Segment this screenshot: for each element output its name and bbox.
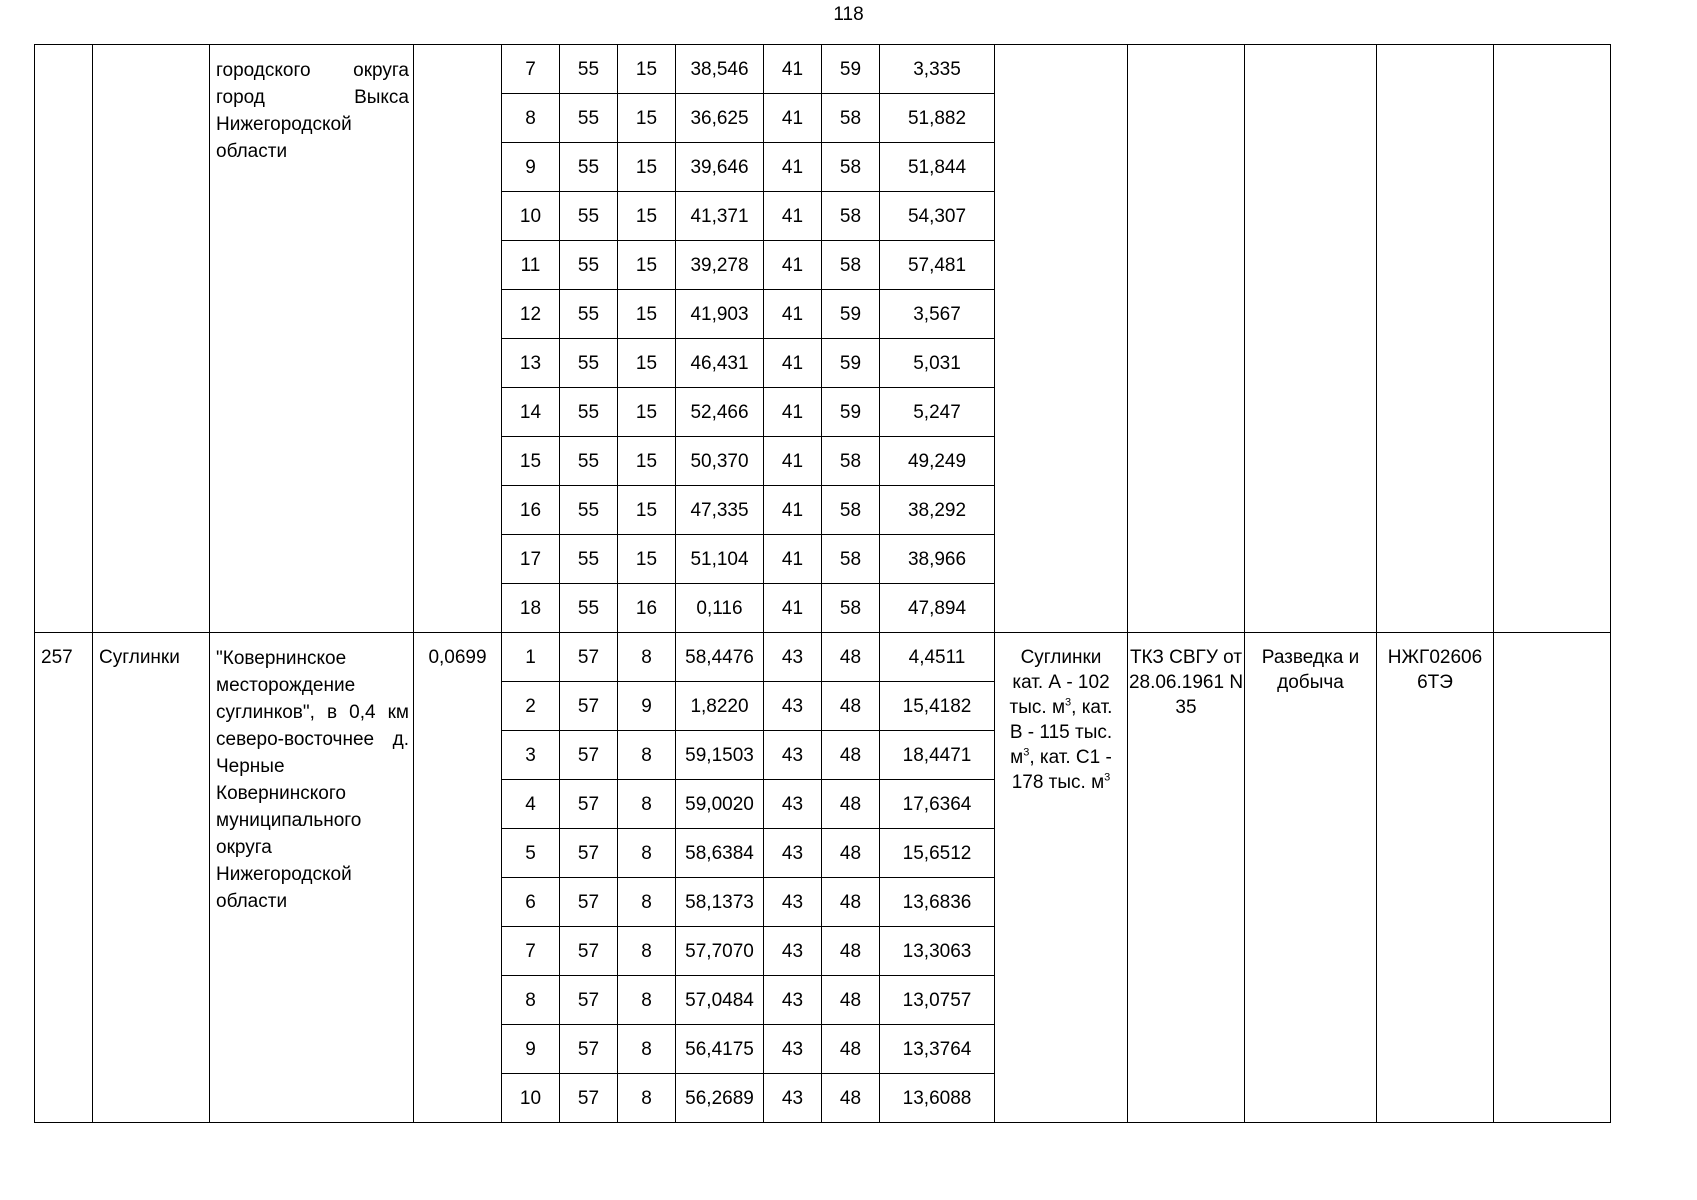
cell-lat-sec: 57,0484 [676, 976, 764, 1025]
cell-point-number: 6 [502, 878, 560, 927]
reserves-text: тыс. м [1009, 697, 1066, 718]
cell-lon-deg: 43 [764, 829, 822, 878]
cell-lon-min: 59 [822, 290, 880, 339]
cell-lon-deg: 43 [764, 633, 822, 682]
cell-lon-sec: 51,844 [880, 143, 995, 192]
cell-lat-min: 8 [618, 976, 676, 1025]
cell-lon-sec: 38,292 [880, 486, 995, 535]
cell-lat-min: 8 [618, 927, 676, 976]
cell-lat-min: 8 [618, 731, 676, 780]
cell-lat-sec: 46,431 [676, 339, 764, 388]
cell-lon-sec: 51,882 [880, 94, 995, 143]
cell-lat-deg: 57 [560, 780, 618, 829]
cell-lat-sec: 0,116 [676, 584, 764, 633]
cell-point-number: 1 [502, 633, 560, 682]
cell-point-number: 8 [502, 94, 560, 143]
cell-approval [1128, 45, 1245, 633]
cell-point-number: 10 [502, 192, 560, 241]
cell-lat-deg: 55 [560, 241, 618, 290]
cell-lon-min: 48 [822, 1074, 880, 1123]
cell-lon-deg: 41 [764, 339, 822, 388]
cell-lat-sec: 59,0020 [676, 780, 764, 829]
cell-lat-sec: 56,4175 [676, 1025, 764, 1074]
cell-point-number: 17 [502, 535, 560, 584]
cell-point-number: 9 [502, 143, 560, 192]
cell-point-number: 12 [502, 290, 560, 339]
cell-lat-sec: 58,6384 [676, 829, 764, 878]
cell-lat-deg: 55 [560, 290, 618, 339]
cell-lat-deg: 55 [560, 45, 618, 94]
cell-lat-deg: 57 [560, 927, 618, 976]
cell-reserves [995, 45, 1128, 633]
cell-lon-deg: 41 [764, 388, 822, 437]
cell-lat-sec: 56,2689 [676, 1074, 764, 1123]
cell-lon-min: 58 [822, 437, 880, 486]
cell-lat-sec: 39,278 [676, 241, 764, 290]
cell-lon-sec: 49,249 [880, 437, 995, 486]
cell-lon-min: 48 [822, 976, 880, 1025]
cell-lat-deg: 57 [560, 682, 618, 731]
cell-lon-min: 58 [822, 535, 880, 584]
cell-lon-deg: 41 [764, 290, 822, 339]
cell-lat-sec: 58,1373 [676, 878, 764, 927]
cell-reserves [995, 633, 1128, 1123]
cell-lat-min: 9 [618, 682, 676, 731]
cell-lat-deg: 57 [560, 829, 618, 878]
cell-lon-deg: 41 [764, 45, 822, 94]
cell-lat-sec: 58,4476 [676, 633, 764, 682]
cell-lon-min: 48 [822, 829, 880, 878]
cell-lon-deg: 43 [764, 1025, 822, 1074]
cell-lat-deg: 55 [560, 584, 618, 633]
cell-point-number: 15 [502, 437, 560, 486]
cell-lat-deg: 57 [560, 1025, 618, 1074]
cell-lat-sec: 57,7070 [676, 927, 764, 976]
superscript: 3 [1023, 746, 1030, 759]
cell-lat-sec: 39,646 [676, 143, 764, 192]
cell-number [35, 45, 93, 633]
cell-lon-deg: 41 [764, 535, 822, 584]
reserves-text: 178 тыс. м [1011, 772, 1105, 793]
superscript: 3 [1104, 771, 1111, 784]
cell-lat-min: 8 [618, 829, 676, 878]
cell-number: 257 [35, 633, 93, 1123]
cell-lat-min: 8 [618, 878, 676, 927]
table-row [35, 633, 1611, 682]
cell-lon-min: 48 [822, 780, 880, 829]
cell-lon-sec: 54,307 [880, 192, 995, 241]
cell-lat-deg: 55 [560, 535, 618, 584]
cell-area [414, 45, 502, 633]
cell-lon-sec: 5,031 [880, 339, 995, 388]
cell-mineral: Суглинки [93, 633, 210, 1123]
cell-lat-min: 15 [618, 339, 676, 388]
cell-notes [1494, 633, 1611, 1123]
reserves-text: , кат. С1 - [1029, 747, 1112, 768]
cell-lon-sec: 13,0757 [880, 976, 995, 1025]
cell-lon-min: 48 [822, 927, 880, 976]
cell-point-number: 16 [502, 486, 560, 535]
cell-lon-sec: 15,6512 [880, 829, 995, 878]
cell-lat-deg: 55 [560, 486, 618, 535]
cell-lon-min: 59 [822, 339, 880, 388]
cell-lon-min: 58 [822, 94, 880, 143]
cell-lon-min: 48 [822, 878, 880, 927]
cell-lat-deg: 55 [560, 339, 618, 388]
cell-lon-min: 58 [822, 486, 880, 535]
cell-lat-deg: 57 [560, 633, 618, 682]
cell-lat-sec: 38,546 [676, 45, 764, 94]
cell-lon-deg: 41 [764, 584, 822, 633]
reserves-line [995, 720, 1127, 745]
cell-lat-min: 8 [618, 633, 676, 682]
cell-lon-sec: 3,335 [880, 45, 995, 94]
cell-lon-deg: 43 [764, 780, 822, 829]
cell-point-number: 18 [502, 584, 560, 633]
cell-description: "Ковернинское месторождение суглинков", в 0,4 км северо-восточнее д. Черные Ковернинского муниципального округа Нижегородской области [210, 633, 414, 1123]
cell-lon-deg: 43 [764, 878, 822, 927]
cell-lon-deg: 41 [764, 437, 822, 486]
reserves-text: , кат. [1071, 697, 1113, 718]
cell-lon-deg: 41 [764, 94, 822, 143]
cell-point-number: 5 [502, 829, 560, 878]
cell-lat-sec: 59,1503 [676, 731, 764, 780]
cell-lat-min: 15 [618, 241, 676, 290]
cell-point-number: 11 [502, 241, 560, 290]
cell-description: городского округа город Выкса Нижегородской области [210, 45, 414, 633]
cell-lon-deg: 43 [764, 682, 822, 731]
cell-lon-min: 48 [822, 731, 880, 780]
cell-lon-min: 58 [822, 241, 880, 290]
reserves-text: м [1010, 747, 1024, 768]
cell-lat-min: 8 [618, 1074, 676, 1123]
cell-lon-deg: 43 [764, 976, 822, 1025]
cell-lon-sec: 5,247 [880, 388, 995, 437]
cell-use-type: Разведка и добыча [1245, 633, 1377, 1123]
cell-lon-sec: 13,3764 [880, 1025, 995, 1074]
cell-lat-min: 8 [618, 1025, 676, 1074]
cell-lat-min: 15 [618, 388, 676, 437]
cell-lat-deg: 57 [560, 976, 618, 1025]
cell-lon-min: 58 [822, 584, 880, 633]
cell-lon-min: 59 [822, 388, 880, 437]
cell-lat-sec: 51,104 [676, 535, 764, 584]
cell-lon-deg: 41 [764, 192, 822, 241]
cell-mineral [93, 45, 210, 633]
cell-lon-sec: 18,4471 [880, 731, 995, 780]
table-row [35, 45, 1611, 94]
cell-point-number: 14 [502, 388, 560, 437]
cell-lat-min: 15 [618, 192, 676, 241]
cell-lat-sec: 47,335 [676, 486, 764, 535]
cell-lon-sec: 4,4511 [880, 633, 995, 682]
cell-point-number: 8 [502, 976, 560, 1025]
cell-approval: ТКЗ СВГУ от 28.06.1961 N 35 [1128, 633, 1245, 1123]
cell-area: 0,0699 [414, 633, 502, 1123]
cell-lat-sec: 41,903 [676, 290, 764, 339]
cell-lat-min: 15 [618, 290, 676, 339]
cell-lat-min: 15 [618, 437, 676, 486]
cell-lon-sec: 17,6364 [880, 780, 995, 829]
cell-lon-min: 58 [822, 192, 880, 241]
cell-notes [1494, 45, 1611, 633]
cell-lon-deg: 43 [764, 731, 822, 780]
cell-point-number: 3 [502, 731, 560, 780]
cell-lon-sec: 3,567 [880, 290, 995, 339]
cell-lat-deg: 57 [560, 1074, 618, 1123]
cell-lat-min: 16 [618, 584, 676, 633]
superscript: 3 [1065, 696, 1072, 709]
cell-lat-min: 15 [618, 45, 676, 94]
reserves-line [995, 745, 1127, 770]
cell-lon-sec: 38,966 [880, 535, 995, 584]
cell-point-number: 7 [502, 927, 560, 976]
reserves-line [995, 770, 1127, 795]
cell-license [1377, 45, 1494, 633]
cell-lon-min: 48 [822, 682, 880, 731]
cell-lon-deg: 43 [764, 927, 822, 976]
cell-lat-deg: 55 [560, 437, 618, 486]
cell-lon-sec: 13,6836 [880, 878, 995, 927]
cell-lat-min: 15 [618, 535, 676, 584]
cell-lat-deg: 57 [560, 878, 618, 927]
cell-lon-deg: 41 [764, 486, 822, 535]
reserves-text: В - 115 тыс. [1009, 722, 1113, 743]
cell-point-number: 13 [502, 339, 560, 388]
cell-lat-min: 15 [618, 143, 676, 192]
cell-lon-min: 59 [822, 45, 880, 94]
cell-lat-deg: 55 [560, 192, 618, 241]
cell-lat-deg: 55 [560, 94, 618, 143]
cell-point-number: 4 [502, 780, 560, 829]
cell-point-number: 7 [502, 45, 560, 94]
page-number: 118 [833, 4, 864, 25]
cell-lon-min: 48 [822, 633, 880, 682]
cell-point-number: 9 [502, 1025, 560, 1074]
cell-lon-deg: 41 [764, 241, 822, 290]
coordinates-table [34, 44, 1611, 1123]
cell-point-number: 10 [502, 1074, 560, 1123]
cell-lat-sec: 52,466 [676, 388, 764, 437]
cell-lon-sec: 57,481 [880, 241, 995, 290]
cell-lat-sec: 41,371 [676, 192, 764, 241]
cell-lat-deg: 55 [560, 388, 618, 437]
cell-lat-deg: 55 [560, 143, 618, 192]
cell-use-type [1245, 45, 1377, 633]
reserves-line [995, 670, 1127, 695]
cell-point-number: 2 [502, 682, 560, 731]
reserves-line [995, 645, 1127, 670]
cell-lat-sec: 36,625 [676, 94, 764, 143]
cell-license: НЖГ02606 6ТЭ [1377, 633, 1494, 1123]
cell-lat-min: 8 [618, 780, 676, 829]
cell-lon-sec: 13,3063 [880, 927, 995, 976]
reserves-text: кат. А - 102 [1012, 672, 1110, 693]
cell-lat-min: 15 [618, 94, 676, 143]
cell-lon-sec: 13,6088 [880, 1074, 995, 1123]
cell-lon-sec: 47,894 [880, 584, 995, 633]
cell-lon-sec: 15,4182 [880, 682, 995, 731]
cell-lat-sec: 1,8220 [676, 682, 764, 731]
cell-lon-deg: 41 [764, 143, 822, 192]
cell-lon-min: 58 [822, 143, 880, 192]
reserves-line [995, 695, 1127, 720]
cell-lat-deg: 57 [560, 731, 618, 780]
cell-lon-min: 48 [822, 1025, 880, 1074]
reserves-text: Суглинки [1020, 647, 1102, 668]
cell-lat-sec: 50,370 [676, 437, 764, 486]
cell-lon-deg: 43 [764, 1074, 822, 1123]
cell-lat-min: 15 [618, 486, 676, 535]
